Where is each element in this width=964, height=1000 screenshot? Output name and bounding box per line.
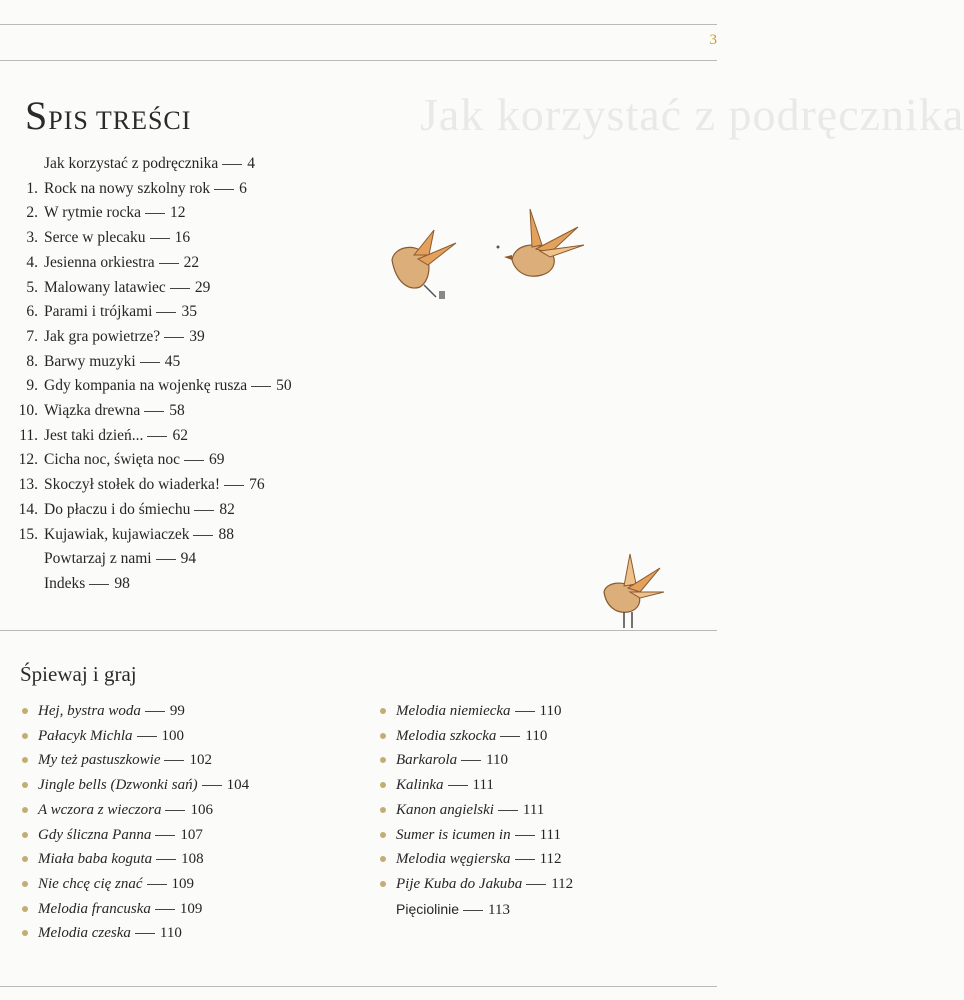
toc-entry-title: Jesienna orkiestra (44, 253, 155, 271)
song-entry-text (38, 873, 194, 895)
toc-entry-text (44, 573, 130, 595)
song-page: 102 (189, 752, 212, 769)
toc-entry-text (44, 153, 255, 175)
toc-entry-number: 12. (18, 451, 38, 469)
toc-entry-page: 76 (249, 476, 265, 494)
toc-entry-title: Jak korzystać z podręcznika (44, 155, 219, 172)
song-entry-text (396, 700, 562, 722)
leader-dash (156, 312, 176, 313)
toc-entry-page: 98 (114, 574, 130, 592)
song-entry-text (38, 799, 213, 821)
song-title: Pięciolinie (396, 900, 460, 917)
leader-dash (144, 411, 164, 412)
toc-entry-page: 45 (164, 352, 181, 370)
toc-entry-page: 35 (181, 303, 197, 321)
song-page: 107 (180, 826, 203, 843)
toc-entry-page: 94 (180, 550, 197, 568)
toc-entry-text (44, 326, 205, 348)
section-title: Śpiewaj i graj (20, 662, 137, 686)
song-title: Jingle bells (Dzwonki sań) (38, 777, 198, 794)
song-page: 110 (539, 703, 562, 719)
song-page: 109 (171, 875, 195, 892)
bullet-icon (380, 782, 386, 788)
leader-dash (526, 884, 546, 885)
song-title: Miała baba koguta (38, 851, 153, 868)
leader-dash (184, 460, 204, 461)
bullet-icon (22, 930, 28, 936)
toc-entry-page: 4 (247, 155, 256, 172)
leader-dash (515, 859, 535, 860)
bird-icon (500, 205, 590, 285)
toc-entry-number: 3. (26, 229, 38, 247)
song-page: 113 (488, 901, 510, 918)
song-title: A wczora z wieczora (38, 801, 162, 818)
song-entry-text (396, 873, 573, 895)
song-entry-text (396, 824, 561, 846)
leader-dash (222, 164, 242, 165)
toc-entry-title: Serce w plecaku (44, 229, 146, 247)
toc-entry-number: 14. (18, 500, 38, 518)
ghost-background-title: Jak korzystać z podręcznika (420, 89, 964, 140)
toc-entry-text (44, 351, 180, 373)
leader-dash (165, 810, 185, 811)
song-title: Pałacyk Michla (38, 727, 133, 744)
leader-dash (193, 535, 213, 536)
song-title: Kanon angielski (396, 801, 494, 818)
toc-entry-page: 50 (276, 377, 292, 395)
song-page: 112 (551, 875, 574, 892)
bottom-rule (0, 986, 717, 987)
header-rule (0, 60, 717, 61)
bullet-icon (22, 807, 28, 813)
song-entry-text (38, 749, 212, 771)
song-page: 111 (472, 777, 494, 794)
song-page: 100 (161, 727, 185, 744)
bullet-icon (380, 757, 386, 763)
toc-entry-title: Do płaczu i do śmiechu (44, 500, 191, 518)
leader-dash (156, 559, 176, 560)
leader-dash (159, 263, 179, 264)
toc-entry-text (44, 252, 199, 274)
toc-entry-text (44, 400, 185, 422)
song-title: Kalinka (396, 777, 444, 794)
song-page: 112 (539, 851, 562, 868)
leader-dash (147, 436, 167, 437)
leader-dash (145, 213, 165, 214)
toc-entry-text (44, 202, 185, 224)
bullet-icon (380, 733, 386, 739)
toc-entry-number: 6. (26, 303, 38, 321)
toc-entry-text (44, 277, 210, 299)
toc-entry-page: 39 (189, 327, 205, 345)
song-page: 111 (522, 801, 545, 818)
toc-entry-title: Jest taki dzień... (44, 426, 144, 444)
song-title: Hej, bystra woda (38, 703, 141, 719)
toc-entry-page: 88 (218, 525, 234, 543)
toc-entry-number: 1. (26, 179, 38, 197)
leader-dash (498, 810, 518, 811)
top-rule (0, 24, 717, 25)
toc-entry-title: Wiązka drewna (44, 402, 141, 419)
leader-dash (89, 584, 109, 585)
toc-entry-page: 6 (239, 179, 247, 197)
leader-dash (164, 337, 184, 338)
leader-dash (135, 933, 155, 934)
toc-entry-text (44, 178, 247, 200)
bird-icon (600, 552, 670, 632)
bullet-icon (22, 856, 28, 862)
song-page: 108 (181, 851, 204, 868)
song-entry-text (38, 922, 182, 944)
song-title: Gdy śliczna Panna (38, 826, 152, 843)
toc-entry-title: Cicha noc, święta noc (44, 451, 181, 469)
song-title: Nie chcę cię znać (38, 875, 143, 892)
song-page: 111 (539, 826, 561, 843)
toc-entry-number: 13. (18, 476, 38, 494)
toc-entry-text (44, 449, 225, 471)
leader-dash (156, 859, 176, 860)
song-page: 110 (159, 925, 182, 942)
toc-entry-title: Malowany latawiec (44, 278, 166, 296)
song-entry-text (38, 848, 204, 870)
toc-entry-title: Skoczył stołek do wiaderka! (44, 476, 221, 494)
leader-dash (137, 736, 157, 737)
toc-entry-page: 22 (183, 253, 200, 271)
toc-entry-page: 12 (169, 204, 186, 222)
toc-entry-title: Barwy muzyki (44, 352, 136, 370)
toc-entry-page: 69 (209, 451, 225, 469)
page-title (25, 92, 191, 139)
toc-entry-text (44, 548, 196, 570)
leader-dash (251, 386, 271, 387)
song-title: Melodia niemiecka (396, 703, 511, 719)
song-title: Pije Kuba do Jakuba (396, 875, 523, 892)
bullet-icon (380, 881, 386, 887)
section-rule (0, 630, 717, 631)
song-title: Melodia węgierska (396, 851, 511, 868)
song-entry-text (396, 725, 547, 747)
song-title: Sumer is icumen in (396, 826, 511, 843)
song-entry-text (38, 774, 249, 796)
toc-entry-text (44, 425, 188, 447)
toc-entry-text (44, 301, 197, 323)
toc-entry-number: 5. (26, 278, 38, 296)
leader-dash (164, 760, 184, 761)
leader-dash (155, 835, 175, 836)
toc-entry-number: 8. (26, 352, 38, 370)
toc-entry-number: 7. (26, 327, 38, 345)
song-entry-text (396, 749, 508, 771)
toc-entry-text (44, 227, 190, 249)
song-entry-text (396, 898, 510, 921)
toc-entry-title: Indeks (44, 574, 86, 592)
leader-dash (145, 711, 165, 712)
bullet-icon (22, 733, 28, 739)
bullet-icon (22, 708, 28, 714)
leader-dash (150, 238, 170, 239)
song-title: Barkarola (396, 752, 458, 769)
bird-icon (384, 225, 464, 305)
leader-dash (170, 288, 190, 289)
toc-entry-page: 58 (169, 402, 185, 419)
leader-dash (202, 785, 222, 786)
song-entry-text (396, 799, 544, 821)
bullet-icon (22, 782, 28, 788)
song-entry-text (396, 774, 494, 796)
bullet-icon (380, 832, 386, 838)
song-entry-text (38, 700, 185, 722)
toc-entry-page: 29 (194, 278, 211, 296)
song-page: 99 (169, 703, 185, 719)
leader-dash (448, 785, 468, 786)
bullet-icon (22, 906, 28, 912)
toc-entry-page: 82 (219, 500, 235, 518)
song-entry-text (38, 725, 184, 747)
toc-entry-page: 16 (174, 229, 191, 247)
song-title: Melodia szkocka (396, 727, 497, 744)
song-page: 110 (486, 752, 509, 769)
bullet-icon (380, 708, 386, 714)
leader-dash (194, 510, 214, 511)
song-page: 104 (226, 777, 250, 794)
toc-entry-title: Jak gra powietrze? (44, 327, 161, 345)
song-entry-text (38, 824, 203, 846)
title-rest: PIS TREŚCI (48, 106, 192, 135)
leader-dash (140, 362, 160, 363)
bullet-icon (380, 807, 386, 813)
leader-dash (515, 835, 535, 836)
toc-entry-title: Gdy kompania na wojenkę rusza (44, 377, 248, 395)
song-title: Melodia francuska (38, 900, 151, 917)
leader-dash (461, 760, 481, 761)
toc-entry-number: 10. (18, 402, 38, 419)
toc-entry-number: 15. (18, 525, 38, 543)
toc-entry-title: Rock na nowy szkolny rok (44, 179, 211, 197)
bullet-icon (22, 757, 28, 763)
toc-entry-number: 11. (19, 426, 38, 444)
song-page: 109 (179, 900, 203, 917)
song-title: My też pastuszkowie (38, 752, 161, 769)
toc-entry-number: 4. (26, 253, 38, 271)
song-entry-text (38, 898, 202, 920)
song-page: 110 (525, 727, 548, 744)
page-number: 3 (709, 32, 717, 48)
toc-entry-text (44, 499, 235, 521)
toc-entry-title: Parami i trójkami (44, 303, 153, 321)
song-entry-text (396, 848, 562, 870)
toc-entry-text (44, 474, 265, 496)
toc-entry-number: 9. (26, 377, 38, 395)
toc-entry-title: Kujawiak, kujawiaczek (44, 525, 190, 543)
leader-dash (214, 189, 234, 190)
song-page: 106 (190, 801, 213, 818)
toc-entry-number: 2. (26, 204, 38, 222)
title-initial: S (25, 93, 49, 138)
leader-dash (155, 909, 175, 910)
toc-entry-title: W rytmie rocka (44, 204, 141, 222)
song-title: Melodia czeska (38, 925, 131, 942)
bullet-icon (22, 881, 28, 887)
bullet-icon (22, 832, 28, 838)
toc-entry-text (44, 375, 292, 397)
toc-entry-text (44, 524, 234, 546)
leader-dash (515, 711, 535, 712)
bullet-icon (380, 856, 386, 862)
leader-dash (500, 736, 520, 737)
leader-dash (224, 485, 244, 486)
leader-dash (463, 910, 483, 911)
toc-entry-title: Powtarzaj z nami (44, 550, 152, 568)
toc-entry-page: 62 (172, 426, 188, 444)
leader-dash (147, 884, 167, 885)
